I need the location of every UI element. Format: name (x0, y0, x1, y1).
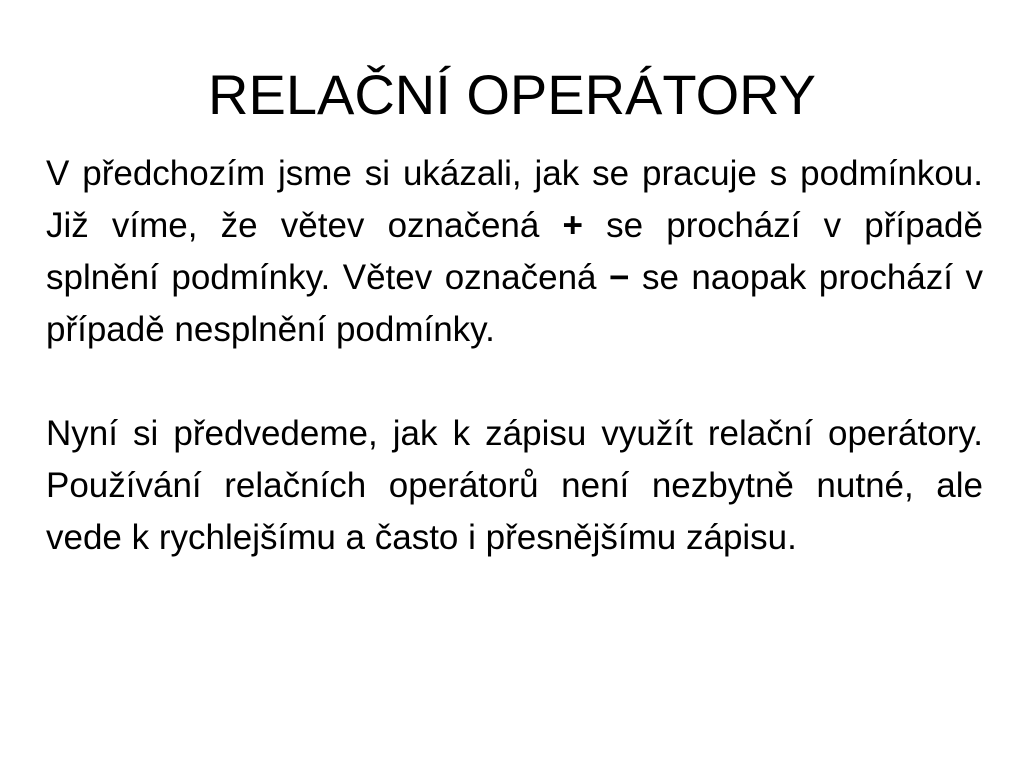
slide-body (46, 148, 983, 564)
plus-sign: + (562, 206, 583, 245)
minus-sign: − (609, 258, 630, 297)
paragraph1-text-part3: se naopak prochází v případě nesplnění podmínky. (46, 258, 983, 349)
paragraph-relational-operators: Nyní si předvedeme, jak k zápisu využít relační operátory. Používání relačních operátorů není nezbytně nutné, ale vede k rychlejšímu a často i přesnějšímu zápisu. (46, 414, 983, 557)
paragraph1-text-part1: V předchozím jsme si ukázali, jak se pracuje s podmínkou. Již víme, že větev označená (46, 154, 983, 245)
paragraph-condition-branches (46, 148, 983, 356)
slide-title: RELAČNÍ OPERÁTORY (208, 63, 816, 126)
paragraph1-text-part2: se prochází v případě splnění podmínky. Větev označená (46, 206, 983, 297)
